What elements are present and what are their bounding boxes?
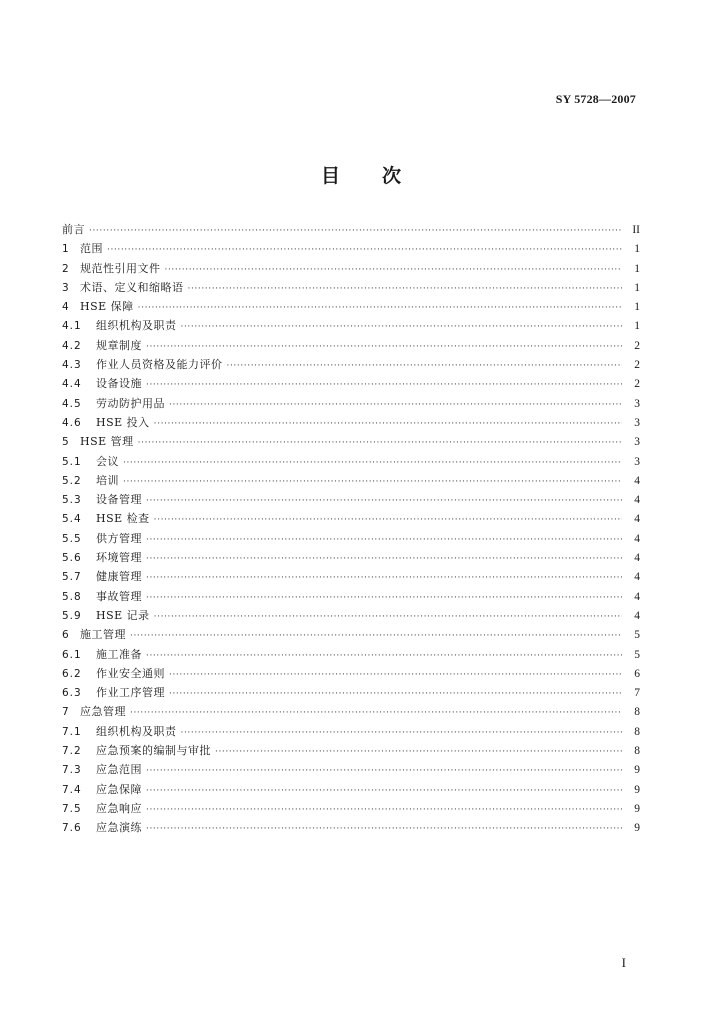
toc-entry-number: 5.3 [62, 494, 82, 507]
toc-dot-leader [188, 280, 623, 297]
toc-entry[interactable] [62, 316, 640, 335]
toc-entry-page: 4 [634, 474, 640, 487]
toc-dot-leader [215, 743, 622, 760]
toc-entry-label: HSE 检查 [96, 512, 150, 526]
toc-entry-number: 7.5 [62, 802, 82, 815]
toc-dot-leader [107, 241, 622, 258]
toc-entry-page: 4 [634, 571, 640, 584]
toc-entry-number: 7.2 [62, 745, 82, 758]
toc-entry-label: 作业人员资格及能力评价 [96, 358, 223, 372]
toc-entry-label: 施工管理 [80, 628, 126, 642]
toc-dot-leader [146, 531, 622, 548]
toc-entry-page: 9 [634, 802, 640, 815]
toc-entry[interactable] [62, 702, 640, 721]
toc-entry[interactable] [62, 355, 640, 374]
toc-dot-leader [146, 589, 622, 606]
toc-entry-page: 4 [634, 494, 640, 507]
toc-dot-leader [138, 299, 622, 316]
toc-entry-page: 3 [634, 416, 640, 429]
toc-entry-label: 应急预案的编制与审批 [96, 744, 211, 758]
toc-entry-number: 5.9 [62, 609, 82, 622]
toc-entry[interactable] [62, 683, 640, 702]
toc-entry-label: 范围 [80, 242, 103, 256]
toc-dot-leader [123, 473, 622, 490]
toc-dot-leader [146, 782, 622, 799]
toc-entry-number: 7.4 [62, 783, 82, 796]
toc-entry-page: 8 [634, 725, 640, 738]
toc-dot-leader [89, 222, 622, 239]
toc-title-char-1: 目 [320, 165, 340, 187]
toc-entry-page: 9 [634, 783, 640, 796]
toc-dot-leader [154, 608, 622, 625]
toc-entry-label: 事故管理 [96, 589, 142, 603]
toc-entry-number: 4.6 [62, 416, 82, 429]
toc-entry-page: 1 [634, 320, 640, 333]
toc-entry-label: 设备设施 [96, 377, 142, 391]
toc-entry-number: 1 [62, 243, 70, 256]
toc-entry-page: 4 [634, 552, 640, 565]
toc-dot-leader [169, 396, 622, 413]
table-of-contents [62, 220, 640, 838]
toc-entry-label: 作业工序管理 [96, 686, 165, 700]
toc-entry-number: 6.2 [62, 667, 82, 680]
toc-entry-label: 应急范围 [96, 763, 142, 777]
toc-entry[interactable] [62, 529, 640, 548]
toc-entry[interactable] [62, 239, 640, 258]
toc-entry-page: 2 [634, 378, 640, 391]
toc-entry-page: II [632, 224, 640, 236]
toc-entry-label: 应急保障 [96, 782, 142, 796]
toc-entry-number: 5 [62, 436, 70, 449]
toc-dot-leader [227, 357, 623, 374]
toc-entry[interactable] [62, 645, 640, 664]
toc-entry[interactable] [62, 606, 640, 625]
toc-dot-leader [138, 434, 622, 451]
toc-entry[interactable] [62, 394, 640, 413]
toc-entry-label: 健康管理 [96, 570, 142, 584]
toc-entry-label: 规章制度 [96, 338, 142, 352]
toc-dot-leader [181, 724, 623, 741]
toc-entry-page: 3 [634, 455, 640, 468]
toc-entry[interactable] [62, 818, 640, 837]
toc-dot-leader [146, 647, 622, 664]
toc-entry-label: 施工准备 [96, 647, 142, 661]
toc-entry[interactable] [62, 799, 640, 818]
toc-entry-number: 5.5 [62, 532, 82, 545]
toc-entry[interactable] [62, 509, 640, 528]
page-number: I [621, 955, 626, 970]
toc-entry[interactable] [62, 452, 640, 471]
toc-entry-page: 4 [634, 532, 640, 545]
toc-entry[interactable] [62, 760, 640, 779]
toc-entry-number: 7.3 [62, 764, 82, 777]
toc-entry-number: 4.4 [62, 378, 82, 391]
toc-entry-number: 7 [62, 706, 70, 719]
toc-entry-number: 5.8 [62, 590, 82, 603]
toc-entry-page: 1 [634, 262, 640, 275]
toc-dot-leader [154, 511, 622, 528]
toc-entry-number: 3 [62, 281, 70, 294]
toc-entry[interactable] [62, 587, 640, 606]
toc-entry-page: 4 [634, 513, 640, 526]
toc-entry-page: 9 [634, 764, 640, 777]
toc-entry-number: 5.1 [62, 455, 82, 468]
toc-entry[interactable] [62, 471, 640, 490]
toc-dot-leader [165, 261, 623, 278]
toc-entry-label: 应急响应 [96, 801, 142, 815]
toc-entry[interactable] [62, 722, 640, 741]
toc-entry-number: 2 [62, 262, 70, 275]
toc-entry-number: 4.1 [62, 320, 82, 333]
toc-title [0, 161, 722, 188]
toc-entry-number: 4 [62, 301, 70, 314]
toc-dot-leader [146, 762, 622, 779]
toc-entry-label: HSE 投入 [96, 415, 150, 429]
toc-entry-page: 3 [634, 436, 640, 449]
toc-entry-label: 术语、定义和缩略语 [80, 280, 184, 294]
toc-entry[interactable] [62, 490, 640, 509]
toc-entry-page: 2 [634, 359, 640, 372]
toc-entry-page: 5 [634, 648, 640, 661]
toc-dot-leader [130, 704, 622, 721]
toc-entry-page: 9 [634, 822, 640, 835]
toc-entry-label: 培训 [96, 473, 119, 487]
toc-entry-label: HSE 管理 [80, 435, 134, 449]
toc-entry-label: 设备管理 [96, 493, 142, 507]
toc-entry-number: 5.7 [62, 571, 82, 584]
toc-entry-page: 7 [634, 687, 640, 700]
toc-entry-label: 作业安全通则 [96, 666, 165, 680]
toc-entry-number: 4.3 [62, 359, 82, 372]
toc-entry-label: 供方管理 [96, 531, 142, 545]
toc-entry[interactable] [62, 567, 640, 586]
toc-entry[interactable] [62, 336, 640, 355]
toc-entry-page: 4 [634, 609, 640, 622]
toc-entry-page: 1 [634, 243, 640, 256]
toc-dot-leader [130, 627, 622, 644]
toc-entry-label: 组织机构及职责 [96, 724, 177, 738]
toc-dot-leader [169, 666, 622, 683]
toc-entry-number: 6.1 [62, 648, 82, 661]
toc-entry-label: 环境管理 [96, 551, 142, 565]
toc-entry-label: 会议 [96, 454, 119, 468]
toc-dot-leader [154, 415, 622, 432]
toc-entry-label: HSE 记录 [96, 608, 150, 622]
toc-title-char-2: 次 [382, 165, 402, 187]
toc-entry[interactable] [62, 625, 640, 644]
toc-entry[interactable] [62, 548, 640, 567]
toc-dot-leader [169, 685, 622, 702]
toc-dot-leader [146, 550, 622, 567]
toc-entry-number: 4.5 [62, 397, 82, 410]
toc-entry-number: 7.6 [62, 822, 82, 835]
toc-entry[interactable] [62, 374, 640, 393]
toc-entry-label: 应急管理 [80, 705, 126, 719]
toc-entry[interactable] [62, 741, 640, 760]
toc-dot-leader [146, 338, 622, 355]
toc-entry[interactable] [62, 259, 640, 278]
toc-entry-label: 前言 [62, 223, 85, 236]
toc-dot-leader [146, 820, 622, 837]
toc-entry-label: HSE 保障 [80, 300, 134, 314]
toc-entry[interactable] [62, 297, 640, 316]
toc-dot-leader [146, 492, 622, 509]
toc-entry-number: 6.3 [62, 687, 82, 700]
toc-entry-label: 应急演练 [96, 821, 142, 835]
toc-entry-number: 5.2 [62, 474, 82, 487]
document-code: SY 5728—2007 [555, 92, 636, 106]
toc-entry[interactable] [62, 432, 640, 451]
toc-entry-label: 组织机构及职责 [96, 319, 177, 333]
toc-entry[interactable] [62, 413, 640, 432]
toc-entry[interactable] [62, 220, 640, 239]
toc-dot-leader [146, 801, 622, 818]
toc-entry-number: 7.1 [62, 725, 82, 738]
toc-entry-page: 3 [634, 397, 640, 410]
toc-entry-number: 5.4 [62, 513, 82, 526]
toc-entry-page: 1 [634, 301, 640, 314]
toc-entry-page: 4 [634, 590, 640, 603]
toc-entry-label: 规范性引用文件 [80, 261, 161, 275]
toc-dot-leader [123, 454, 622, 471]
toc-entry-page: 8 [634, 706, 640, 719]
toc-entry-page: 5 [634, 629, 640, 642]
toc-dot-leader [146, 376, 622, 393]
toc-entry-page: 2 [634, 339, 640, 352]
toc-entry-label: 劳动防护用品 [96, 396, 165, 410]
toc-entry-page: 1 [634, 281, 640, 294]
toc-entry[interactable] [62, 780, 640, 799]
toc-dot-leader [146, 569, 622, 586]
toc-entry-page: 6 [634, 667, 640, 680]
toc-entry-page: 8 [634, 745, 640, 758]
toc-entry-number: 6 [62, 629, 70, 642]
toc-entry[interactable] [62, 278, 640, 297]
toc-entry-number: 5.6 [62, 552, 82, 565]
toc-entry-number: 4.2 [62, 339, 82, 352]
toc-entry[interactable] [62, 664, 640, 683]
toc-dot-leader [181, 318, 623, 335]
